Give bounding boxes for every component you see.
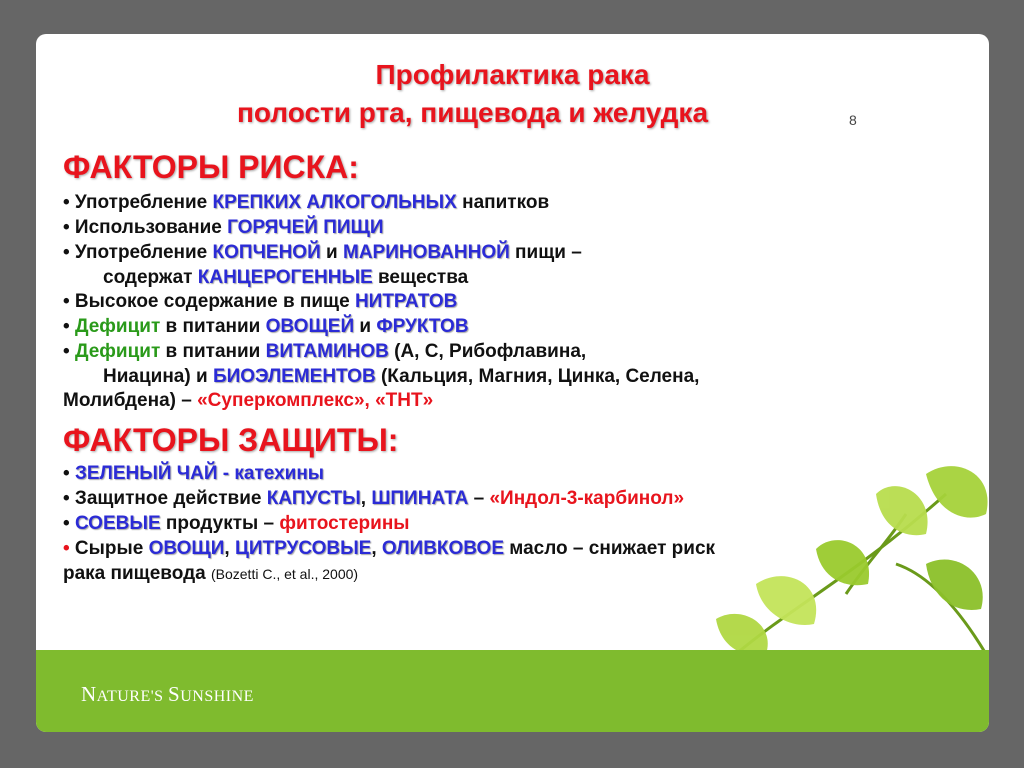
protect-item-2: • Защитное действие КАПУСТЫ, ШПИНАТА – «Индол-3-карбинол» xyxy=(63,488,685,509)
risk-heading: ФАКТОРЫ РИСКА: xyxy=(63,149,359,185)
protect-item-3: • СОЕВЫЕ продукты – фитостерины xyxy=(63,513,410,534)
risk-item-6-cont: Ниацина) и БИОЭЛЕМЕНТОВ (Кальция, Магния, Цинка, Селена, xyxy=(103,366,700,387)
bullet: • xyxy=(63,513,70,534)
brand-logo: NATURE'S SUNSHINE xyxy=(81,682,254,706)
slide xyxy=(36,34,989,732)
protect-heading: ФАКТОРЫ ЗАЩИТЫ: xyxy=(63,422,399,458)
bullet: • xyxy=(63,488,70,509)
bullet: • xyxy=(63,538,70,559)
risk-item-3: • Употребление КОПЧЕНОЙ и МАРИНОВАННОЙ пищи – xyxy=(63,242,582,263)
bullet: • xyxy=(63,463,70,484)
risk-item-4: • Высокое содержание в пище НИТРАТОВ xyxy=(63,291,458,312)
bullet: • xyxy=(63,242,70,263)
title-line-2: полости рта, пищевода и желудка xyxy=(236,97,709,128)
protect-item-4: • Сырые ОВОЩИ, ЦИТРУСОВЫЕ, ОЛИВКОВОЕ масло – снижает риск xyxy=(63,538,716,559)
risk-item-6: • Дефицит в питании ВИТАМИНОВ (А, С, Рибофлавина, xyxy=(63,341,587,362)
bullet: • xyxy=(63,341,70,362)
risk-item-6-cont-2: Молибдена) – «Суперкомплекс», «ТНТ» xyxy=(63,390,434,411)
risk-item-1: • Употребление КРЕПКИХ АЛКОГОЛЬНЫХ напитков xyxy=(63,192,550,213)
bullet: • xyxy=(63,316,70,337)
protect-item-4-cont: рака пищевода (Bozetti C., et al., 2000) xyxy=(63,563,359,584)
page-number: 8 xyxy=(849,112,857,128)
risk-item-3-cont: содержат КАНЦЕРОГЕННЫЕ вещества xyxy=(103,267,469,288)
bullet: • xyxy=(63,217,70,238)
risk-item-5: • Дефицит в питании ОВОЩЕЙ и ФРУКТОВ xyxy=(63,316,469,337)
title-line-1: Профилактика рака xyxy=(375,59,650,90)
protect-item-1: • ЗЕЛЕНЫЙ ЧАЙ - катехины xyxy=(63,463,325,484)
bullet: • xyxy=(63,291,70,312)
risk-item-2: • Использование ГОРЯЧЕЙ ПИЩИ xyxy=(63,217,384,238)
ginkgo-leaves-image xyxy=(696,454,989,664)
bullet: • xyxy=(63,192,70,213)
footer-bar xyxy=(36,650,989,732)
